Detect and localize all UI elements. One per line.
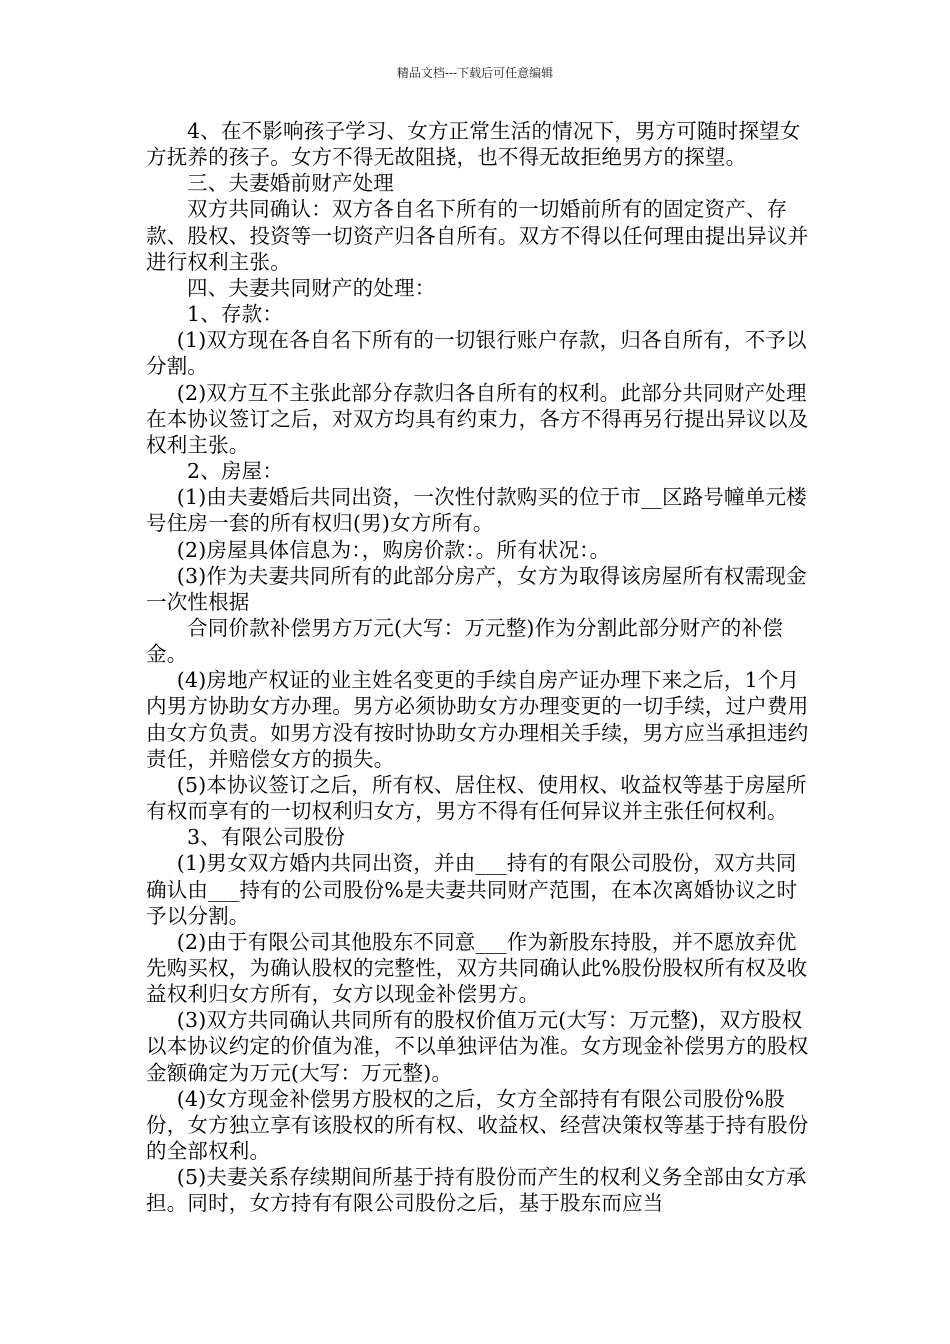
- paragraph: 合同价款补偿男方万元(大写：万元整)作为分割此部分财产的补偿金。: [146, 615, 783, 667]
- paragraph: (1)男女双方婚内共同出资，并由___持有的有限公司股份，双方共同确认由___持有的公司股份%是夫妻共同财产范围，在本次离婚协议之时予以分割。: [146, 851, 798, 928]
- section-heading: 三、夫妻婚前财产处理: [187, 171, 394, 196]
- subsection-heading: 3、有限公司股份: [187, 825, 346, 850]
- paragraph: 双方共同确认：双方各自名下所有的一切婚前所有的固定资产、存款、股权、投资等一切资产归各自所有。双方不得以任何理由提出异议并进行权利主张。: [146, 197, 809, 274]
- paragraph: (3)作为夫妻共同所有的此部分房产，女方为取得该房屋所有权需现金一次性根据: [146, 563, 807, 614]
- paragraph: 4、在不影响孩子学习、女方正常生活的情况下，男方可随时探望女方抚养的孩子。女方不得无故阻挠，也不得无故拒绝男方的探望。: [146, 119, 801, 170]
- section-heading: 四、夫妻共同财产的处理：: [187, 275, 436, 300]
- paragraph: (5)本协议签订之后，所有权、居住权、使用权、收益权等基于房屋所有权而享有的一切权利归女方，男方不得有任何异议并主张任何权利。: [146, 772, 807, 824]
- document-body: [146, 118, 810, 1217]
- page-header: 精品文档---下载后可任意编辑: [396, 66, 554, 80]
- paragraph: (4)女方现金补偿男方股权的之后，女方全部持有有限公司股份%股份，女方独立享有该股权的所有权、收益权、经营决策权等基于持有股份的全部权利。: [146, 1086, 809, 1164]
- paragraph: (2)双方互不主张此部分存款归各自所有的权利。此部分共同财产处理在本协议签订之后，对双方均具有约束力，各方不得再另行提出异议以及权利主张。: [146, 380, 809, 457]
- subsection-heading: 2、房屋：: [187, 459, 284, 484]
- paragraph: (3)双方共同确认共同所有的股权价值万元(大写：万元整)，双方股权以本协议约定的价值为准，不以单独评估为准。女方现金补偿男方的股权金额确定为万元(大写：万元整)。: [146, 1008, 809, 1085]
- paragraph: (2)由于有限公司其他股东不同意___作为新股东持股，并不愿放弃优先购买权，为确认股权的完整性，双方共同确认此%股份股权所有权及收益权利归女方所有，女方以现金补偿男方。: [146, 929, 808, 1007]
- subsection-heading: 1、存款：: [187, 302, 284, 327]
- paragraph: (2)房屋具体信息为：，购房价款：。所有状况：。: [176, 537, 611, 562]
- paragraph: (1)双方现在各自名下所有的一切银行账户存款，归各自所有，不予以分割。: [146, 328, 807, 379]
- paragraph: (1)由夫妻婚后共同出资，一次性付款购买的位于市__区路号幢单元楼号住房一套的所有权归(男)女方所有。: [146, 485, 807, 536]
- paragraph: (4)房地产权证的业主姓名变更的手续自房产证办理下来之后，1个月内男方协助女方办理。男方必须协助女方办理变更的一切手续，过户费用由女方负责。如男方没有按时协助女方办理相关手续，男方应当承担违约责任，并赔偿女方的损失。: [146, 668, 809, 771]
- paragraph: (5)夫妻关系存续期间所基于持有股份而产生的权利义务全部由女方承担。同时，女方持有有限公司股份之后，基于股东而应当: [146, 1165, 807, 1216]
